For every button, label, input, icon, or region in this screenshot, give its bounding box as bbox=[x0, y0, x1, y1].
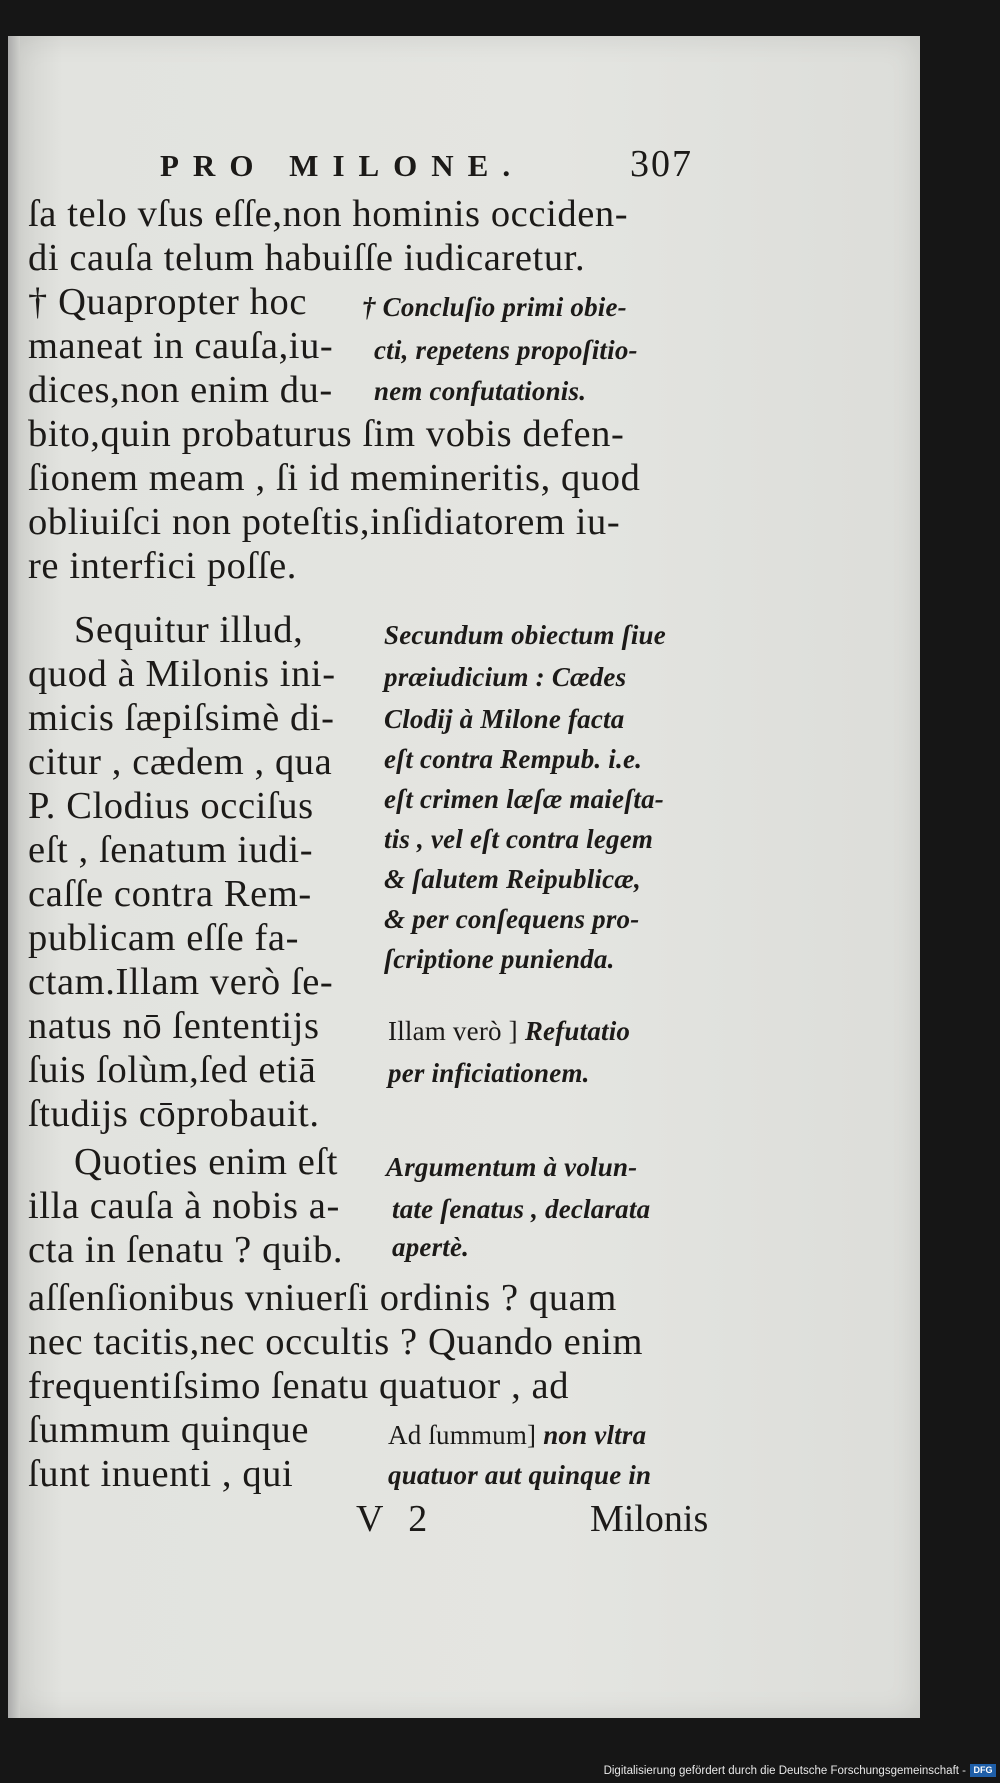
body-text-line: P. Clodius occiſus bbox=[28, 785, 314, 827]
marginal-note-line: eſt crimen læſæ maieſta- bbox=[384, 784, 664, 814]
signature-mark: V 2 bbox=[356, 1498, 436, 1540]
body-text-line: ſa telo vſus eſſe,non hominis occiden- bbox=[28, 193, 629, 235]
page-edge-shadow bbox=[8, 36, 20, 1718]
note-gloss: non vltra bbox=[543, 1420, 647, 1450]
marginal-note-line: Argumentum à volun- bbox=[386, 1152, 638, 1182]
marginal-note-line: † Concluſio primi obie- bbox=[362, 292, 627, 322]
body-text-line: bito,quin probaturus ſim vobis defen- bbox=[28, 413, 625, 455]
marginal-note-line: nem confutationis. bbox=[374, 376, 587, 406]
body-text-line: frequentiſsimo ſenatu quatuor , ad bbox=[28, 1365, 570, 1407]
marginal-note-line bbox=[388, 1016, 630, 1047]
body-text-line: natus nō ſententijs bbox=[28, 1005, 320, 1047]
body-text-line: Sequitur illud, bbox=[74, 609, 304, 651]
note-gloss: Refutatio bbox=[524, 1016, 631, 1046]
marginal-note-line: eſt contra Rempub. i.e. bbox=[384, 744, 643, 774]
note-lemma: Illam verò ] bbox=[388, 1016, 518, 1046]
digitization-credit bbox=[604, 1764, 996, 1777]
marginal-note-line bbox=[388, 1420, 646, 1451]
marginal-note-line: & per conſequens pro- bbox=[384, 904, 640, 934]
note-lemma: Ad ſummum] bbox=[388, 1420, 537, 1450]
marginal-note-line bbox=[388, 1460, 651, 1491]
body-text-line: maneat in cauſa,iu- bbox=[28, 325, 334, 367]
marginal-note-line: Clodij à Milone facta bbox=[384, 704, 625, 734]
body-text-line: nec tacitis,nec occultis ? Quando enim bbox=[28, 1321, 644, 1363]
credit-text: Digitalisierung gefördert durch die Deutsche Forschungsgemeinschaft - bbox=[603, 1764, 966, 1777]
body-text-line: publicam eſſe fa- bbox=[28, 917, 300, 959]
body-text-line: ſummum quinque bbox=[28, 1409, 310, 1451]
page-number: 307 bbox=[630, 143, 693, 185]
marginal-note-line: & ſalutem Reipublicæ, bbox=[384, 864, 641, 894]
body-text-line: eſt , ſenatum iudi- bbox=[28, 829, 314, 871]
body-text-line: ſionem meam , ſi id memineritis, quod bbox=[28, 457, 641, 499]
body-text-line: ctam.Illam verò ſe- bbox=[28, 961, 334, 1003]
marginal-note-line: tis , vel eſt contra legem bbox=[384, 824, 654, 854]
body-text-line: † Quapropter hoc bbox=[28, 281, 308, 323]
note-gloss: per inficiationem. bbox=[388, 1058, 590, 1088]
catchword: Milonis bbox=[590, 1498, 709, 1540]
marginal-note-line: ſcriptione punienda. bbox=[384, 944, 615, 974]
marginal-note-line: præiudicium : Cædes bbox=[384, 662, 627, 692]
body-text-line: aſſenſionibus vniuerſi ordinis ? quam bbox=[28, 1277, 617, 1319]
dfg-logo-icon: DFG bbox=[970, 1764, 996, 1777]
body-text-line: Quoties enim eſt bbox=[74, 1141, 339, 1183]
body-text-line: citur , cædem , qua bbox=[28, 741, 333, 783]
body-text-line: dices,non enim du- bbox=[28, 369, 333, 411]
body-text-line: ſuis ſolùm,ſed etiā bbox=[28, 1049, 317, 1091]
marginal-note-line: tate ſenatus , declarata bbox=[392, 1194, 651, 1224]
body-text-line: illa cauſa à nobis a- bbox=[28, 1185, 340, 1227]
body-text-line: ſtudijs cōprobauit. bbox=[28, 1093, 320, 1135]
note-gloss: quatuor aut quinque in bbox=[388, 1460, 652, 1490]
body-text-line: re interfici poſſe. bbox=[28, 545, 298, 587]
body-text-line: caſſe contra Rem- bbox=[28, 873, 312, 915]
body-text-line: di cauſa telum habuiſſe iudicaretur. bbox=[28, 237, 586, 279]
body-text-line: obliuiſci non poteſtis,inſidiatorem iu- bbox=[28, 501, 621, 543]
marginal-note-line: apertè. bbox=[392, 1232, 470, 1262]
body-text-line: cta in ſenatu ? quib. bbox=[28, 1229, 344, 1271]
body-text-line: ſunt inuenti , qui bbox=[28, 1453, 294, 1495]
marginal-note-line: cti, repetens propoſitio- bbox=[374, 335, 638, 365]
marginal-note-line: Secundum obiectum ſiue bbox=[384, 620, 666, 650]
running-head: PRO MILONE. bbox=[160, 148, 525, 183]
body-text-line: quod à Milonis ini- bbox=[28, 653, 336, 695]
body-text-line: micis ſæpiſsimè di- bbox=[28, 697, 335, 739]
marginal-note-line bbox=[388, 1058, 590, 1089]
